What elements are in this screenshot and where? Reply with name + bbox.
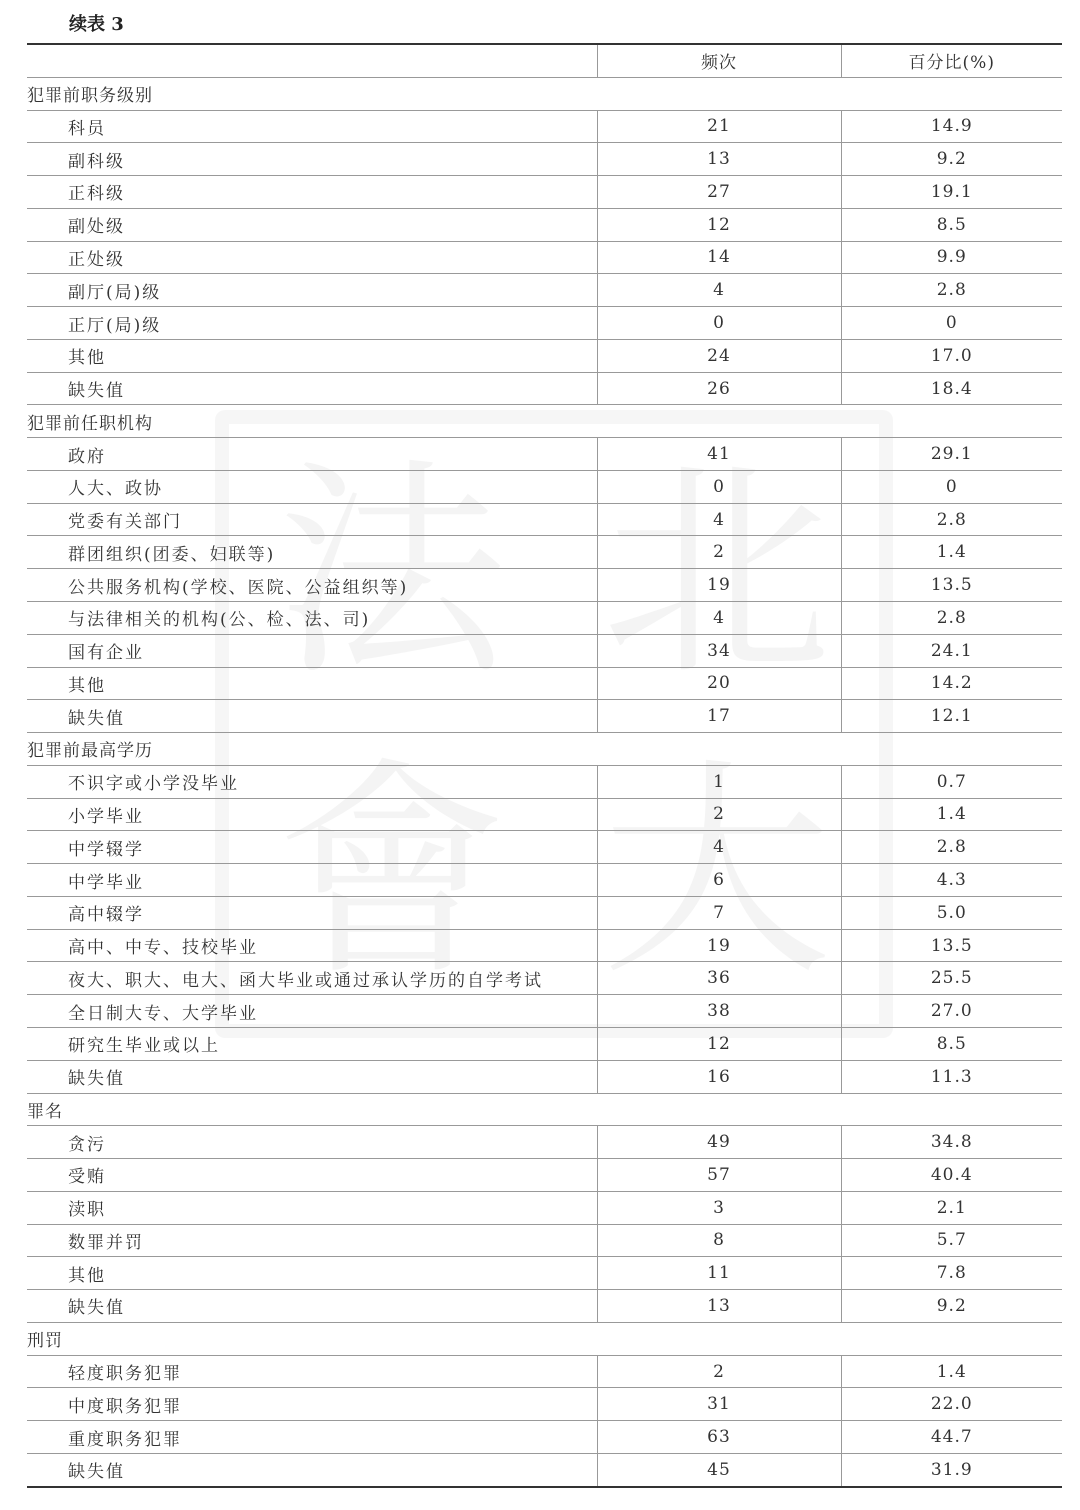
- cell-percent: 2.1: [841, 1191, 1062, 1224]
- table-row: [27, 700, 1062, 733]
- cell-count: 4: [597, 274, 841, 307]
- cell-percent: 31.9: [841, 1453, 1062, 1486]
- cell-count: 2: [597, 536, 841, 569]
- table-row: [27, 831, 1062, 864]
- table-row: [27, 1060, 1062, 1093]
- table-row: [27, 995, 1062, 1028]
- table-row: [27, 569, 1062, 602]
- cell-count: 7: [597, 896, 841, 929]
- cell-percent: 27.0: [841, 995, 1062, 1028]
- cell-percent: 29.1: [841, 438, 1062, 471]
- table-row: [27, 110, 1062, 143]
- cell-label: 缺失值: [27, 372, 597, 405]
- table-row: [27, 1388, 1062, 1421]
- cell-count: 13: [597, 1290, 841, 1323]
- table-row: [27, 503, 1062, 536]
- cell-percent: 24.1: [841, 634, 1062, 667]
- cell-label: 重度职务犯罪: [27, 1421, 597, 1454]
- cell-percent: 12.1: [841, 700, 1062, 733]
- cell-count: 12: [597, 208, 841, 241]
- cell-percent: 17.0: [841, 339, 1062, 372]
- cell-percent: 18.4: [841, 372, 1062, 405]
- cell-label: 小学毕业: [27, 798, 597, 831]
- cell-count: 4: [597, 831, 841, 864]
- table-row: [27, 634, 1062, 667]
- cell-label: 夜大、职大、电大、函大毕业或通过承认学历的自学考试: [27, 962, 597, 995]
- cell-label: 国有企业: [27, 634, 597, 667]
- table-row: [27, 1355, 1062, 1388]
- cell-label: 公共服务机构(学校、医院、公益组织等): [27, 569, 597, 602]
- cell-count: 19: [597, 929, 841, 962]
- cell-label: 党委有关部门: [27, 503, 597, 536]
- cell-percent: 44.7: [841, 1421, 1062, 1454]
- section-title: 罪名: [27, 1093, 1062, 1126]
- cell-percent: 7.8: [841, 1257, 1062, 1290]
- cell-label: 科员: [27, 110, 597, 143]
- cell-count: 2: [597, 798, 841, 831]
- cell-label: 不识字或小学没毕业: [27, 765, 597, 798]
- table-row: [27, 896, 1062, 929]
- table-header: [27, 44, 1062, 77]
- header-count: 频次: [597, 44, 841, 77]
- cell-label: 缺失值: [27, 700, 597, 733]
- cell-label: 群团组织(团委、妇联等): [27, 536, 597, 569]
- cell-label: 中度职务犯罪: [27, 1388, 597, 1421]
- table-row: [27, 1027, 1062, 1060]
- cell-label: 受贿: [27, 1159, 597, 1192]
- table-row: [27, 1159, 1062, 1192]
- cell-count: 21: [597, 110, 841, 143]
- table-row: [27, 602, 1062, 635]
- table-row: [27, 667, 1062, 700]
- cell-label: 副科级: [27, 143, 597, 176]
- cell-percent: 19.1: [841, 176, 1062, 209]
- cell-percent: 13.5: [841, 569, 1062, 602]
- cell-percent: 14.9: [841, 110, 1062, 143]
- cell-count: 17: [597, 700, 841, 733]
- section-row: [27, 77, 1062, 110]
- cell-label: 副处级: [27, 208, 597, 241]
- table-row: [27, 143, 1062, 176]
- cell-count: 20: [597, 667, 841, 700]
- cell-percent: 1.4: [841, 1355, 1062, 1388]
- cell-percent: 9.2: [841, 143, 1062, 176]
- table-row: [27, 274, 1062, 307]
- table-row: [27, 241, 1062, 274]
- cell-percent: 5.0: [841, 896, 1062, 929]
- cell-percent: 8.5: [841, 1027, 1062, 1060]
- cell-percent: 34.8: [841, 1126, 1062, 1159]
- table-row: [27, 864, 1062, 897]
- cell-count: 57: [597, 1159, 841, 1192]
- cell-label: 政府: [27, 438, 597, 471]
- section-title: 犯罪前任职机构: [27, 405, 1062, 438]
- table-row: [27, 1257, 1062, 1290]
- cell-percent: 1.4: [841, 536, 1062, 569]
- cell-percent: 9.9: [841, 241, 1062, 274]
- table-row: [27, 1290, 1062, 1323]
- cell-count: 16: [597, 1060, 841, 1093]
- cell-label: 缺失值: [27, 1060, 597, 1093]
- section-title: 犯罪前最高学历: [27, 733, 1062, 766]
- header-percent: 百分比(%): [841, 44, 1062, 77]
- cell-percent: 2.8: [841, 274, 1062, 307]
- cell-count: 11: [597, 1257, 841, 1290]
- cell-count: 31: [597, 1388, 841, 1421]
- table-row: [27, 339, 1062, 372]
- cell-count: 27: [597, 176, 841, 209]
- cell-count: 14: [597, 241, 841, 274]
- cell-count: 2: [597, 1355, 841, 1388]
- cell-label: 贪污: [27, 1126, 597, 1159]
- table-row: [27, 307, 1062, 340]
- table-row: [27, 1126, 1062, 1159]
- cell-count: 4: [597, 602, 841, 635]
- table-row: [27, 536, 1062, 569]
- cell-percent: 0: [841, 307, 1062, 340]
- cell-label: 副厅(局)级: [27, 274, 597, 307]
- cell-label: 轻度职务犯罪: [27, 1355, 597, 1388]
- cell-label: 渎职: [27, 1191, 597, 1224]
- header-row: [27, 44, 1062, 77]
- cell-label: 缺失值: [27, 1453, 597, 1486]
- cell-percent: 9.2: [841, 1290, 1062, 1323]
- cell-count: 41: [597, 438, 841, 471]
- cell-count: 63: [597, 1421, 841, 1454]
- section-title: 犯罪前职务级别: [27, 77, 1062, 110]
- cell-percent: 2.8: [841, 602, 1062, 635]
- table-row: [27, 962, 1062, 995]
- cell-percent: 5.7: [841, 1224, 1062, 1257]
- cell-label: 研究生毕业或以上: [27, 1027, 597, 1060]
- cell-label: 与法律相关的机构(公、检、法、司): [27, 602, 597, 635]
- table-caption: 续表 3: [69, 14, 124, 35]
- table-row: [27, 372, 1062, 405]
- cell-count: 36: [597, 962, 841, 995]
- cell-count: 8: [597, 1224, 841, 1257]
- statistics-table: [27, 43, 1062, 1488]
- cell-percent: 40.4: [841, 1159, 1062, 1192]
- cell-label: 中学毕业: [27, 864, 597, 897]
- cell-percent: 13.5: [841, 929, 1062, 962]
- section-row: [27, 1093, 1062, 1126]
- table-row: [27, 1224, 1062, 1257]
- table-row: [27, 1453, 1062, 1486]
- cell-percent: 0.7: [841, 765, 1062, 798]
- cell-count: 49: [597, 1126, 841, 1159]
- cell-percent: 2.8: [841, 503, 1062, 536]
- table-row: [27, 176, 1062, 209]
- cell-label: 正厅(局)级: [27, 307, 597, 340]
- table-row: [27, 798, 1062, 831]
- cell-label: 其他: [27, 667, 597, 700]
- cell-label: 正科级: [27, 176, 597, 209]
- table-row: [27, 1191, 1062, 1224]
- cell-percent: 1.4: [841, 798, 1062, 831]
- cell-percent: 8.5: [841, 208, 1062, 241]
- cell-label: 中学辍学: [27, 831, 597, 864]
- table-row: [27, 1421, 1062, 1454]
- cell-count: 24: [597, 339, 841, 372]
- table-row: [27, 470, 1062, 503]
- table-body: [27, 77, 1062, 1486]
- cell-count: 19: [597, 569, 841, 602]
- cell-label: 其他: [27, 339, 597, 372]
- section-row: [27, 405, 1062, 438]
- cell-count: 45: [597, 1453, 841, 1486]
- cell-label: 人大、政协: [27, 470, 597, 503]
- cell-label: 缺失值: [27, 1290, 597, 1323]
- cell-count: 6: [597, 864, 841, 897]
- cell-percent: 2.8: [841, 831, 1062, 864]
- cell-label: 全日制大专、大学毕业: [27, 995, 597, 1028]
- cell-count: 38: [597, 995, 841, 1028]
- cell-count: 13: [597, 143, 841, 176]
- cell-count: 34: [597, 634, 841, 667]
- cell-count: 1: [597, 765, 841, 798]
- cell-label: 高中、中专、技校毕业: [27, 929, 597, 962]
- cell-label: 高中辍学: [27, 896, 597, 929]
- cell-percent: 14.2: [841, 667, 1062, 700]
- cell-count: 12: [597, 1027, 841, 1060]
- table-row: [27, 929, 1062, 962]
- cell-label: 其他: [27, 1257, 597, 1290]
- cell-count: 0: [597, 470, 841, 503]
- cell-percent: 22.0: [841, 1388, 1062, 1421]
- cell-percent: 0: [841, 470, 1062, 503]
- cell-label: 数罪并罚: [27, 1224, 597, 1257]
- cell-percent: 11.3: [841, 1060, 1062, 1093]
- cell-count: 3: [597, 1191, 841, 1224]
- cell-percent: 4.3: [841, 864, 1062, 897]
- section-title: 刑罚: [27, 1322, 1062, 1355]
- cell-count: 0: [597, 307, 841, 340]
- table-row: [27, 208, 1062, 241]
- cell-count: 4: [597, 503, 841, 536]
- table-row: [27, 438, 1062, 471]
- cell-label: 正处级: [27, 241, 597, 274]
- cell-percent: 25.5: [841, 962, 1062, 995]
- cell-count: 26: [597, 372, 841, 405]
- section-row: [27, 733, 1062, 766]
- table-row: [27, 765, 1062, 798]
- header-blank: [27, 44, 597, 77]
- section-row: [27, 1322, 1062, 1355]
